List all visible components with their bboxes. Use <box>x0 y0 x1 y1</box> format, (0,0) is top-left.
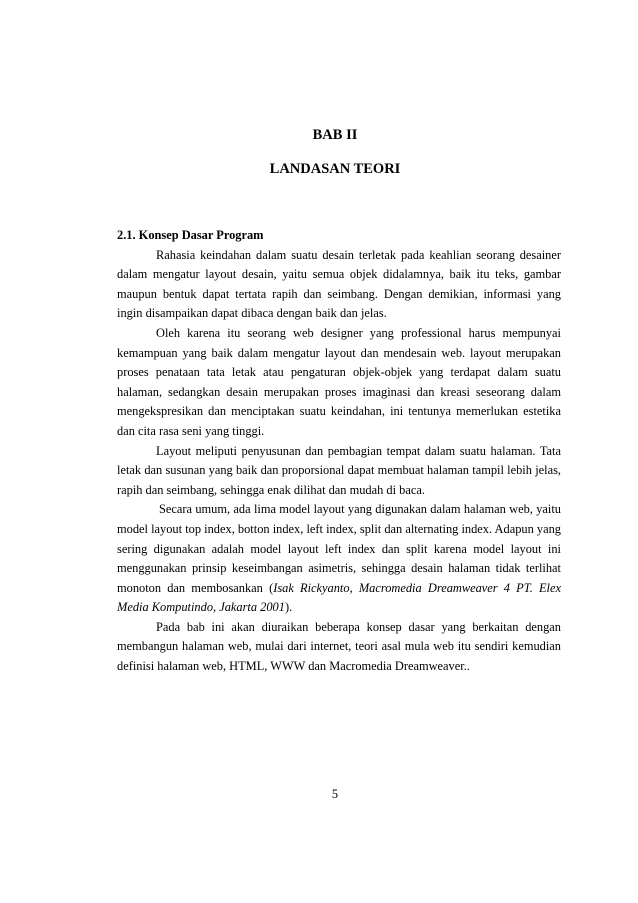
paragraph-5: Pada bab ini akan diuraikan beberapa konsep dasar yang berkaitan dengan membangun halaman web, mulai dari internet, teori asal mula web itu sendiri kemudian definisi halaman web, HTML, WWW dan Macromedia Dreamweaver.. <box>117 619 561 674</box>
paragraph-3: Layout meliputi penyusunan dan pembagian tempat dalam suatu halaman. Tata letak dan susunan yang baik dan proporsional dapat membuat halaman tampil lebih jelas, rapih dan seimbang, sehingga enak dilihat dan mudah di baca. <box>117 443 561 497</box>
paragraph-1: Rahasia keindahan dalam suatu desain terletak pada keahlian seorang desainer dalam mengatur layout desain, yaitu semua objek didalamnya, baik itu teks, gambar maupun bentuk dapat tertata rapih dan seimbang. Dengan demikian, informasi yang ingin disampaikan dapat dibaca dengan baik dan jelas. <box>117 247 561 321</box>
paragraph-2: Oleh karena itu seorang web designer yang professional harus mempunyai kemampuan yang baik dalam mengatur layout dan mendesain web. layout merupakan proses penataan tata letak atau pengaturan objek-objek yang terdapat dalam suatu halaman, sedangkan desain merupakan proses imaginasi dan kreasi seseorang dalam mengekspresikan dan menciptakan suatu keindahan, ini tentunya memerlukan estetika dan cita rasa seni yang tinggi. <box>117 325 561 438</box>
paragraph-4-text: Secara umum, ada lima model layout yang digunakan dalam halaman web, yaitu model layout top index, botton index, left index, split dan alternating index. Adapun yang sering digunakan adalah model layout left index dan split karena model layout ini menggunakan prinsip keseimbangan asimetris, sehingga desain halaman tidak terlihat monoton dan membosankan ( <box>117 502 561 595</box>
page-number: 5 <box>331 787 339 801</box>
section-heading: 2.1. Konsep Dasar Program <box>117 228 264 242</box>
paragraph-4-end: ). <box>284 600 293 615</box>
chapter-title: BAB II <box>312 127 358 143</box>
body-text <box>117 226 561 677</box>
paragraph-4 <box>117 500 561 618</box>
paragraph-4-citation: Isak Rickyanto, Macromedia Dreamweaver 4 PT. Elex Media Komputindo, Jakarta 2001 <box>117 580 561 615</box>
chapter-subtitle: LANDASAN TEORI <box>269 161 401 177</box>
